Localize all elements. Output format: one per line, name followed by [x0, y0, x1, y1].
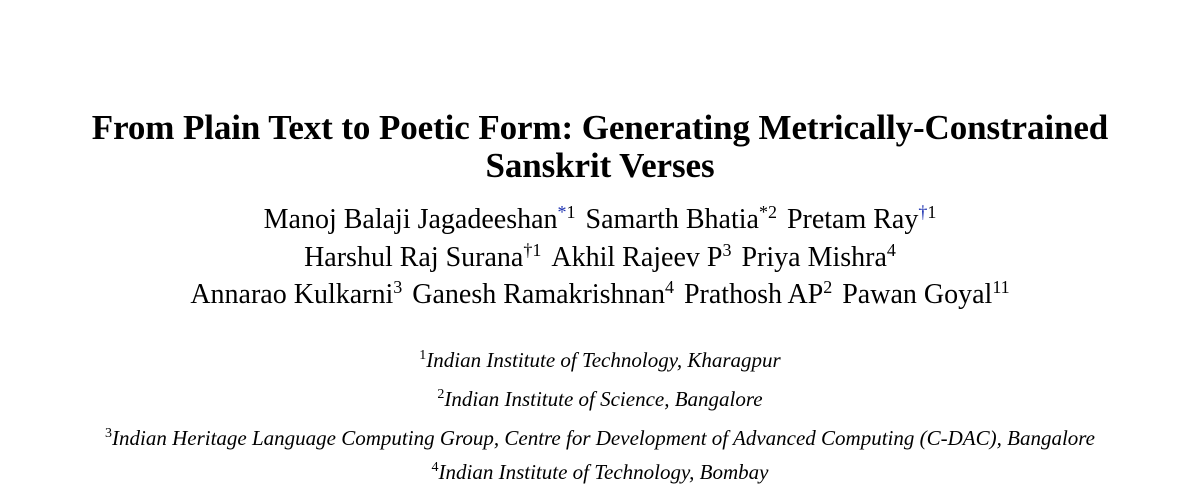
- author-affiliation-number: 4: [886, 240, 896, 260]
- author-affiliation-number: *2: [758, 202, 777, 222]
- author-name: Pawan Goyal: [842, 279, 993, 310]
- author: [586, 204, 777, 235]
- author-affiliation-number: 1: [566, 202, 576, 222]
- author-name: Pretam Ray: [786, 204, 919, 235]
- author-link-mark[interactable]: *: [557, 202, 567, 222]
- affiliation-number: 2: [437, 387, 445, 402]
- author-name: Harshul Raj Surana: [304, 242, 524, 273]
- author: [842, 279, 1009, 310]
- author: [787, 204, 936, 235]
- affiliation-text: Indian Institute of Technology, Bombay: [438, 460, 769, 484]
- author-link-mark[interactable]: †: [918, 202, 928, 222]
- affiliation-number: 3: [105, 426, 112, 441]
- author: [190, 279, 402, 310]
- affiliation-number: 4: [431, 460, 439, 475]
- affiliation: [0, 424, 1200, 452]
- affiliation-text: Indian Institute of Technology, Kharagpur: [426, 348, 781, 372]
- author-row-1: [0, 202, 1200, 238]
- author-name: Manoj Balaji Jagadeeshan: [263, 204, 558, 235]
- paper-title-line-1: From Plain Text to Poetic Form: Generating Metrically-Constrained: [91, 108, 1109, 147]
- author-affiliation-number: 3: [722, 240, 732, 260]
- affiliation-number: 1: [419, 348, 427, 363]
- author-row-3: [0, 277, 1200, 313]
- author: [264, 204, 576, 235]
- author: [412, 279, 674, 310]
- author-affiliation-number: †1: [523, 240, 542, 260]
- affiliation: [0, 385, 1200, 413]
- author-name: Ganesh Ramakrishnan: [412, 279, 665, 310]
- author-affiliation-number: 4: [664, 277, 674, 297]
- affiliation-text: Indian Institute of Science, Bangalore: [444, 387, 763, 411]
- author: [684, 279, 832, 310]
- author-name: Samarth Bhatia: [585, 204, 759, 235]
- affiliation: [0, 458, 1200, 486]
- author-name: Prathosh AP: [683, 279, 824, 310]
- author: [741, 242, 895, 273]
- author-affiliation-number: 1: [927, 202, 937, 222]
- author-name: Annarao Kulkarni: [190, 279, 394, 310]
- author: [304, 242, 541, 273]
- author: [551, 242, 731, 273]
- author-name: Akhil Rajeev P: [551, 242, 723, 273]
- author-affiliation-number: 2: [823, 277, 833, 297]
- author-affiliation-number: 3: [393, 277, 403, 297]
- author-row-2: [0, 240, 1200, 276]
- affiliation-text: Indian Heritage Language Computing Group, Centre for Development of Advanced Computing (C-DAC), Bangalore: [112, 426, 1095, 450]
- author-name: Priya Mishra: [741, 242, 887, 273]
- affiliation: [0, 346, 1200, 374]
- author-affiliation-number: 11: [992, 277, 1010, 297]
- paper-title-line-2: Sanskrit Verses: [485, 146, 715, 185]
